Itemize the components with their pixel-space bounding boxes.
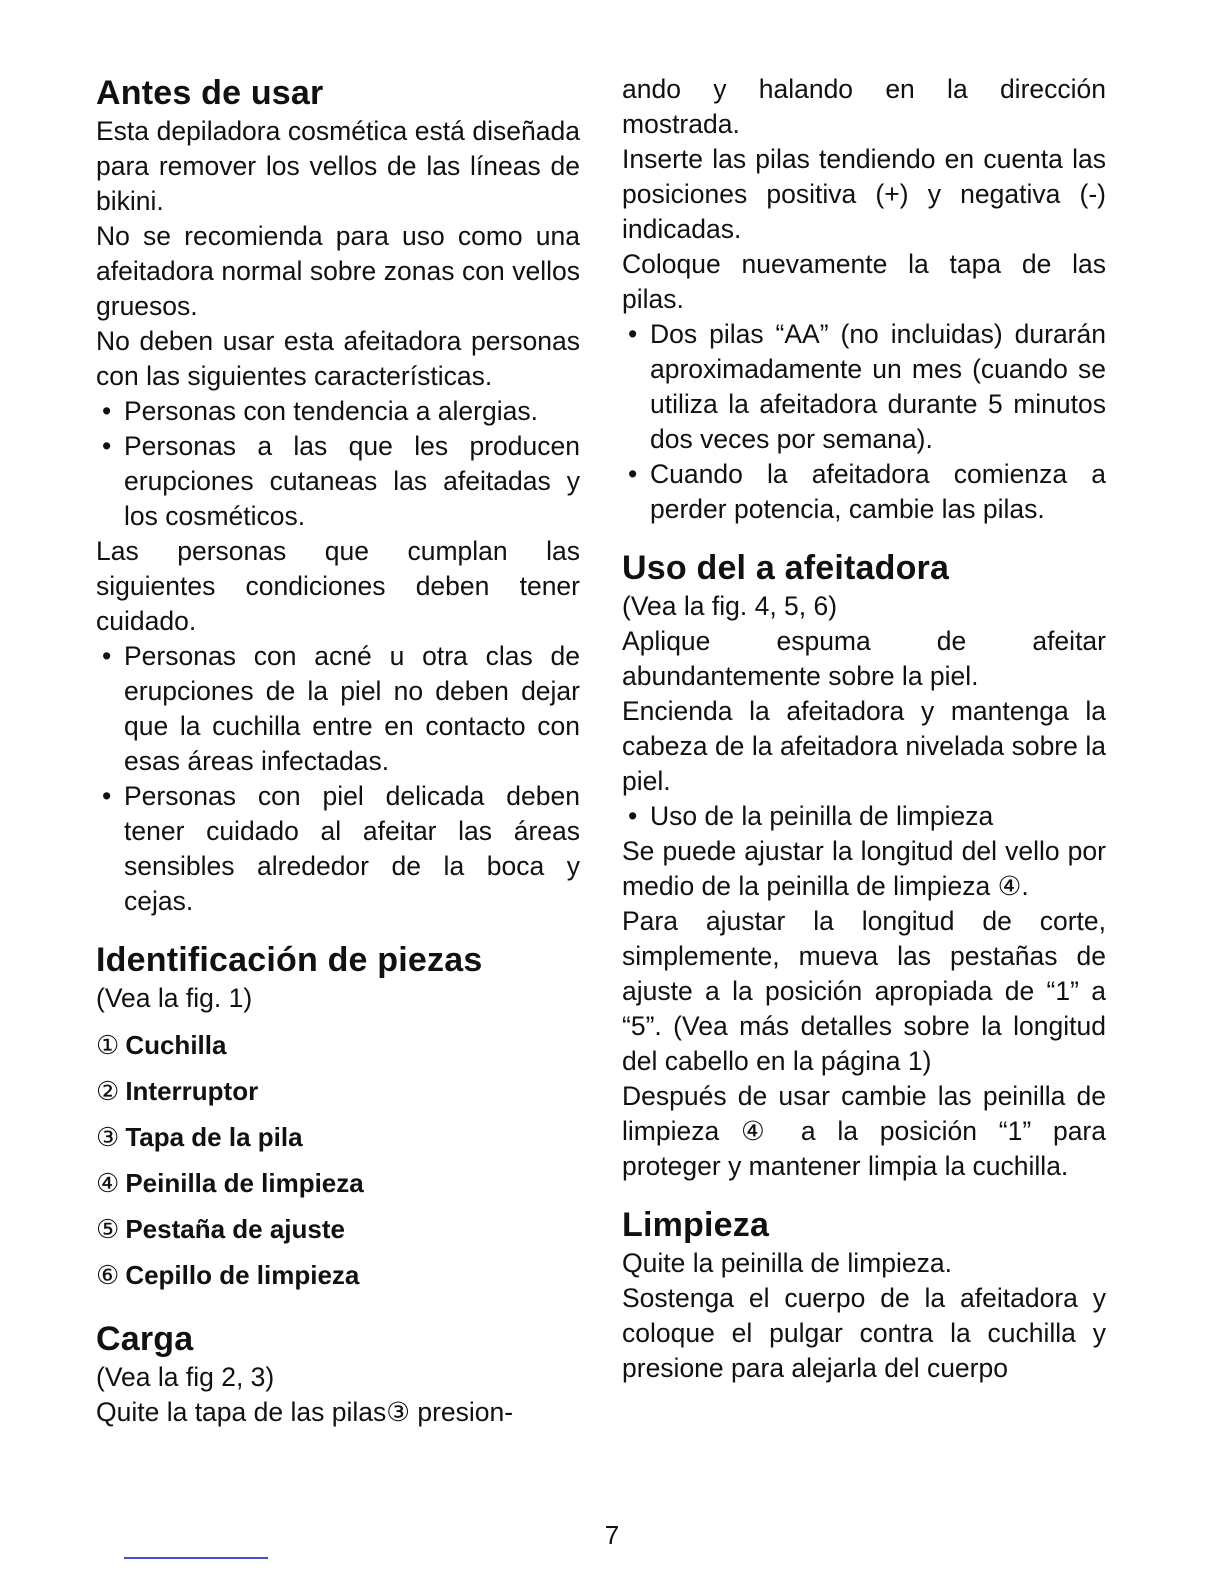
- section-heading-identificacion: Identificación de piezas: [96, 941, 483, 979]
- paragraph: Encienda la afeitadora y mantenga la cabeza de la afeitadora nivelada sobre la piel.: [622, 696, 1106, 796]
- part-item: [96, 1206, 580, 1252]
- part-item: [96, 1068, 580, 1114]
- bullet-text: Personas con piel delicada deben tener cuidado al afeitar las áreas sensibles alrededor de la boca y cejas.: [124, 781, 580, 916]
- bullet-dot-icon: •: [628, 319, 638, 349]
- part-item: [96, 1022, 580, 1068]
- left-column: [96, 72, 580, 1430]
- part-number: ⑤: [96, 1214, 120, 1244]
- part-label: Cepillo de limpieza: [125, 1260, 360, 1290]
- paragraph: Quite la peinilla de limpieza.: [622, 1248, 952, 1278]
- paragraph: Aplique espuma de afeitar abundantemente sobre la piel.: [622, 626, 1106, 691]
- bullet-text: Uso de la peinilla de limpieza: [650, 801, 994, 831]
- figure-reference: (Vea la fig 2, 3): [96, 1362, 275, 1392]
- paragraph: No deben usar esta afeitadora personas con las siguientes características.: [96, 326, 580, 391]
- paragraph: No se recomienda para uso como una afeitadora normal sobre zonas con vellos gruesos.: [96, 221, 580, 321]
- part-number: ③: [96, 1122, 120, 1152]
- paragraph: Coloque nuevamente la tapa de las pilas.: [622, 249, 1106, 314]
- part-number: ②: [96, 1076, 120, 1106]
- part-label: Cuchilla: [125, 1030, 227, 1060]
- paragraph: Esta depiladora cosmética está diseñada para remover los vellos de las líneas de bikini.: [96, 116, 580, 216]
- bullet-item: [96, 639, 580, 779]
- bullet-text: Personas con acné u otra clas de erupciones de la piel no deben dejar que la cuchilla entre en contacto con esas áreas infectadas.: [124, 641, 580, 776]
- paragraph: Sostenga el cuerpo de la afeitadora y coloque el pulgar contra la cuchilla y presione para alejarla del cuerpo: [622, 1283, 1106, 1383]
- paragraph: Para ajustar la longitud de corte, simplemente, mueva las pestañas de ajuste a la posición apropiada de “1” a “5”. (Vea más detalles sobre la longitud del cabello en la página 1): [622, 906, 1106, 1076]
- bullet-text: Dos pilas “AA” (no incluidas) durarán aproximadamente un mes (cuando se utiliza la afeitadora durante 5 minutos dos veces por semana).: [650, 319, 1106, 454]
- part-item: [96, 1114, 580, 1160]
- bullet-dot-icon: •: [102, 396, 112, 426]
- part-item: [96, 1160, 580, 1206]
- paragraph: ando y halando en la dirección mostrada.: [622, 74, 1106, 139]
- bullet-item: [96, 779, 580, 919]
- bullet-dot-icon: •: [628, 459, 638, 489]
- bullet-item: [96, 429, 580, 534]
- bullet-dot-icon: •: [102, 431, 112, 461]
- paragraph: Las personas que cumplan las siguientes condiciones deben tener cuidado.: [96, 536, 580, 636]
- part-label: Tapa de la pila: [125, 1122, 303, 1152]
- footer-rule: [124, 1557, 268, 1559]
- bullet-text: Personas a las que les producen erupciones cutaneas las afeitadas y los cosméticos.: [124, 431, 580, 531]
- figure-reference: (Vea la fig. 4, 5, 6): [622, 591, 838, 621]
- paragraph: Se puede ajustar la longitud del vello por medio de la peinilla de limpieza ④.: [622, 836, 1106, 901]
- part-number: ④: [96, 1168, 120, 1198]
- figure-reference: (Vea la fig. 1): [96, 983, 253, 1013]
- bullet-item: [96, 394, 580, 429]
- bullet-item: [622, 317, 1106, 457]
- parts-list: [96, 1022, 580, 1298]
- part-label: Pestaña de ajuste: [125, 1214, 345, 1244]
- caution-bullet-list: [96, 639, 580, 919]
- bullet-dot-icon: •: [628, 801, 638, 831]
- battery-bullet-list: [622, 317, 1106, 527]
- paragraph: Quite la tapa de las pilas③ presion-: [96, 1397, 514, 1427]
- paragraph: Después de usar cambie las peinilla de limpieza ④ a la posición “1” para proteger y mantener limpia la cuchilla.: [622, 1081, 1106, 1181]
- section-heading-antes-de-usar: Antes de usar: [96, 74, 324, 112]
- paragraph: Inserte las pilas tendiendo en cuenta las posiciones positiva (+) y negativa (-) indicadas.: [622, 144, 1106, 244]
- page-number: 7: [604, 1520, 620, 1550]
- part-label: Peinilla de limpieza: [125, 1168, 364, 1198]
- section-heading-limpieza: Limpieza: [622, 1206, 770, 1244]
- section-heading-uso: Uso del a afeitadora: [622, 549, 950, 587]
- right-column: [622, 72, 1106, 1386]
- bullet-text: Personas con tendencia a alergias.: [124, 396, 538, 426]
- section-heading-carga: Carga: [96, 1320, 194, 1358]
- part-item: [96, 1252, 580, 1298]
- bullet-dot-icon: •: [102, 641, 112, 671]
- bullet-item: [622, 457, 1106, 527]
- bullet-item: [622, 799, 1106, 834]
- allergy-bullet-list: [96, 394, 580, 534]
- part-label: Interruptor: [125, 1076, 259, 1106]
- part-number: ①: [96, 1030, 120, 1060]
- bullet-dot-icon: •: [102, 781, 112, 811]
- comb-bullet-list: [622, 799, 1106, 834]
- part-number: ⑥: [96, 1260, 120, 1290]
- bullet-text: Cuando la afeitadora comienza a perder potencia, cambie las pilas.: [650, 459, 1106, 524]
